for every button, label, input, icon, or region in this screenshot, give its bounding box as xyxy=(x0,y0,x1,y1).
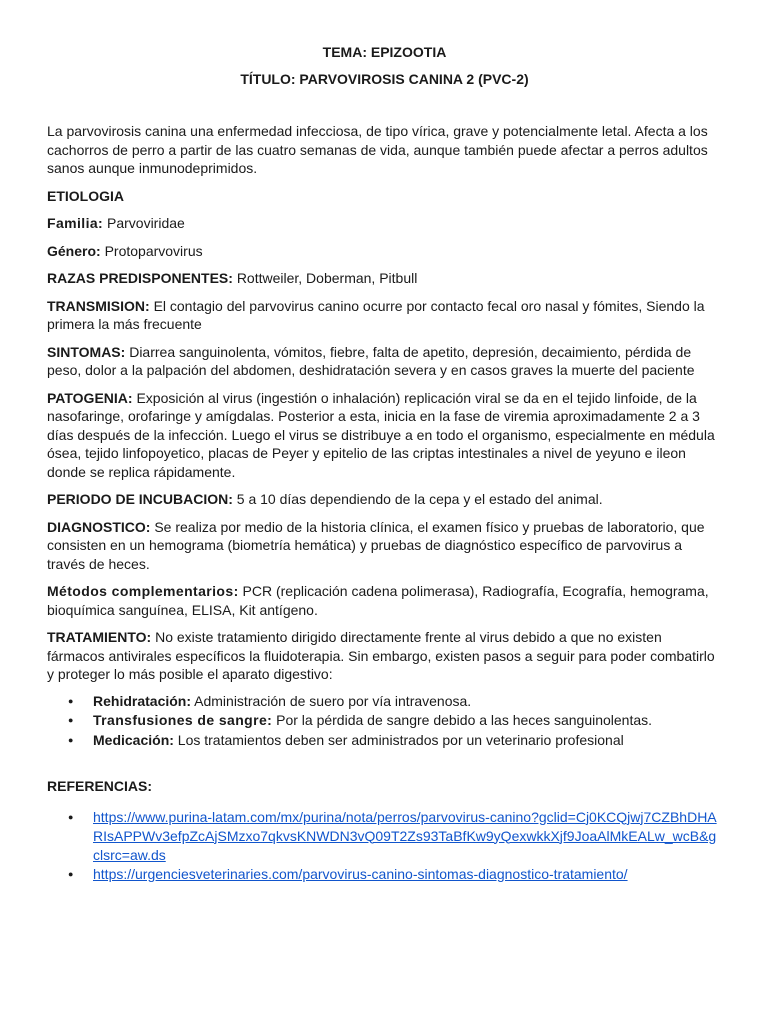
sintomas-label: SINTOMAS: xyxy=(47,343,126,360)
patogenia-value: Exposición al virus (ingestión o inhalación) replicación viral se da en el tejido linfoide, de la nasofaringe, orofaringe y amígdalas. Posterior a esta, inicia en la fase de viremia aproximadamente 2 a 3 días después de la infección. Luego el virus se distribuye a en todo el organismo, especialmente en médula ósea, tejido linfopoyetico, placas de Peyer y epitelio de las criptas intestinales a nivel de yeyuno e ileon donde se replica rápidamente. xyxy=(47,389,715,480)
diagnostico-paragraph xyxy=(47,518,722,574)
familia-label: Familia: xyxy=(47,215,104,231)
patogenia-paragraph xyxy=(47,389,722,482)
intro-paragraph: La parvovirosis canina una enfermedad infecciosa, de tipo vírica, grave y potencialmente letal. Afecta a los cachorros de perro a partir de las cuatro semanas de vida, aunque también puede afectar a perros adultos sanos aunque inmunodeprimidos. xyxy=(47,123,708,176)
item-label: Medicación: xyxy=(93,731,174,748)
genero-label: Género: xyxy=(47,242,101,259)
item-value: Los tratamientos deben ser administrados por un veterinario profesional xyxy=(177,731,624,748)
tratamiento-paragraph xyxy=(47,628,722,684)
list-item xyxy=(47,692,722,712)
item-label: Transfusiones de sangre: xyxy=(93,712,273,728)
transmision-value: El contagio del parvovirus canino ocurre por contacto fecal oro nasal y fómites, Siendo la primera la más frecuente xyxy=(47,297,705,332)
item-label: Rehidratación: xyxy=(93,692,192,709)
familia-value: Parvoviridae xyxy=(107,215,185,231)
sintomas-value: Diarrea sanguinolenta, vómitos, fiebre, falta de apetito, depresión, decaimiento, pérdida de peso, dolor a la palpación del abdomen, deshidratación severa y en casos graves la muerte del paciente xyxy=(47,343,695,378)
genero-line xyxy=(47,242,722,261)
patogenia-label: PATOGENIA: xyxy=(47,389,133,406)
familia-line xyxy=(47,214,722,233)
referencias-list xyxy=(47,808,722,884)
transmision-label: TRANSMISION: xyxy=(47,297,150,314)
metodos-value: PCR (replicación cadena polimerasa), Radiografía, Ecografía, hemograma, bioquímica sanguínea, ELISA, Kit antígeno. xyxy=(47,583,709,618)
etiologia-heading: ETIOLOGIA xyxy=(47,187,124,204)
list-item xyxy=(47,731,722,751)
tratamiento-value: No existe tratamiento dirigido directamente frente al virus debido a que no existen fármacos antivirales específicos la fluidoterapia. Sin embargo, existen pasos a seguir para poder combatirlo y proteger lo más posible el aparato digestivo: xyxy=(47,629,715,682)
diagnostico-value: Se realiza por medio de la historia clínica, el examen físico y pruebas de laboratorio, que consisten en un hemograma (biometría hemática) y pruebas de diagnóstico específico de parvovirus a través de heces. xyxy=(47,518,705,572)
list-item xyxy=(47,808,722,865)
diagnostico-label: DIAGNOSTICO: xyxy=(47,518,151,535)
list-item xyxy=(47,865,722,884)
periodo-line xyxy=(47,490,722,509)
reference-link-purina[interactable]: https://www.purina-latam.com/mx/purina/nota/perros/parvovirus-canino?gclid=Cj0KCQjwj7CZBhDHARIsAPPWv3efpZcAjSMzxo7qkvsKNWDN3vQ09T2Zs93TaBfKw9yQexwkkXjf9JoaAlMkEALw_wcB&gclsrc=aw.ds xyxy=(93,808,717,863)
razas-value: Rottweiler, Doberman, Pitbull xyxy=(236,270,418,286)
reference-link-urgencies[interactable]: https://urgenciesveterinaries.com/parvovirus-canino-sintomas-diagnostico-tratamiento/ xyxy=(93,865,628,882)
transmision-paragraph xyxy=(47,297,722,334)
metodos-paragraph xyxy=(47,582,722,619)
referencias-heading: REFERENCIAS: xyxy=(47,778,153,794)
sintomas-paragraph xyxy=(47,343,722,380)
razas-label: RAZAS PREDISPONENTES: xyxy=(47,270,233,286)
razas-line xyxy=(47,269,722,288)
tratamiento-list xyxy=(47,692,722,751)
genero-value: Protoparvovirus xyxy=(104,242,203,259)
titulo-heading: TÍTULO: PARVOVIROSIS CANINA 2 (PVC-2) xyxy=(240,71,529,87)
item-value: Por la pérdida de sangre debido a las heces sanguinolentas. xyxy=(276,712,653,728)
periodo-label: PERIODO DE INCUBACION: xyxy=(47,491,233,507)
item-value: Administración de suero por vía intravenosa. xyxy=(194,692,472,709)
tema-heading: TEMA: EPIZOOTIA xyxy=(322,44,447,60)
list-item xyxy=(47,711,722,731)
periodo-value: 5 a 10 días dependiendo de la cepa y el estado del animal. xyxy=(236,491,603,507)
metodos-label: Métodos complementarios: xyxy=(47,583,239,599)
tratamiento-label: TRATAMIENTO: xyxy=(47,629,152,645)
